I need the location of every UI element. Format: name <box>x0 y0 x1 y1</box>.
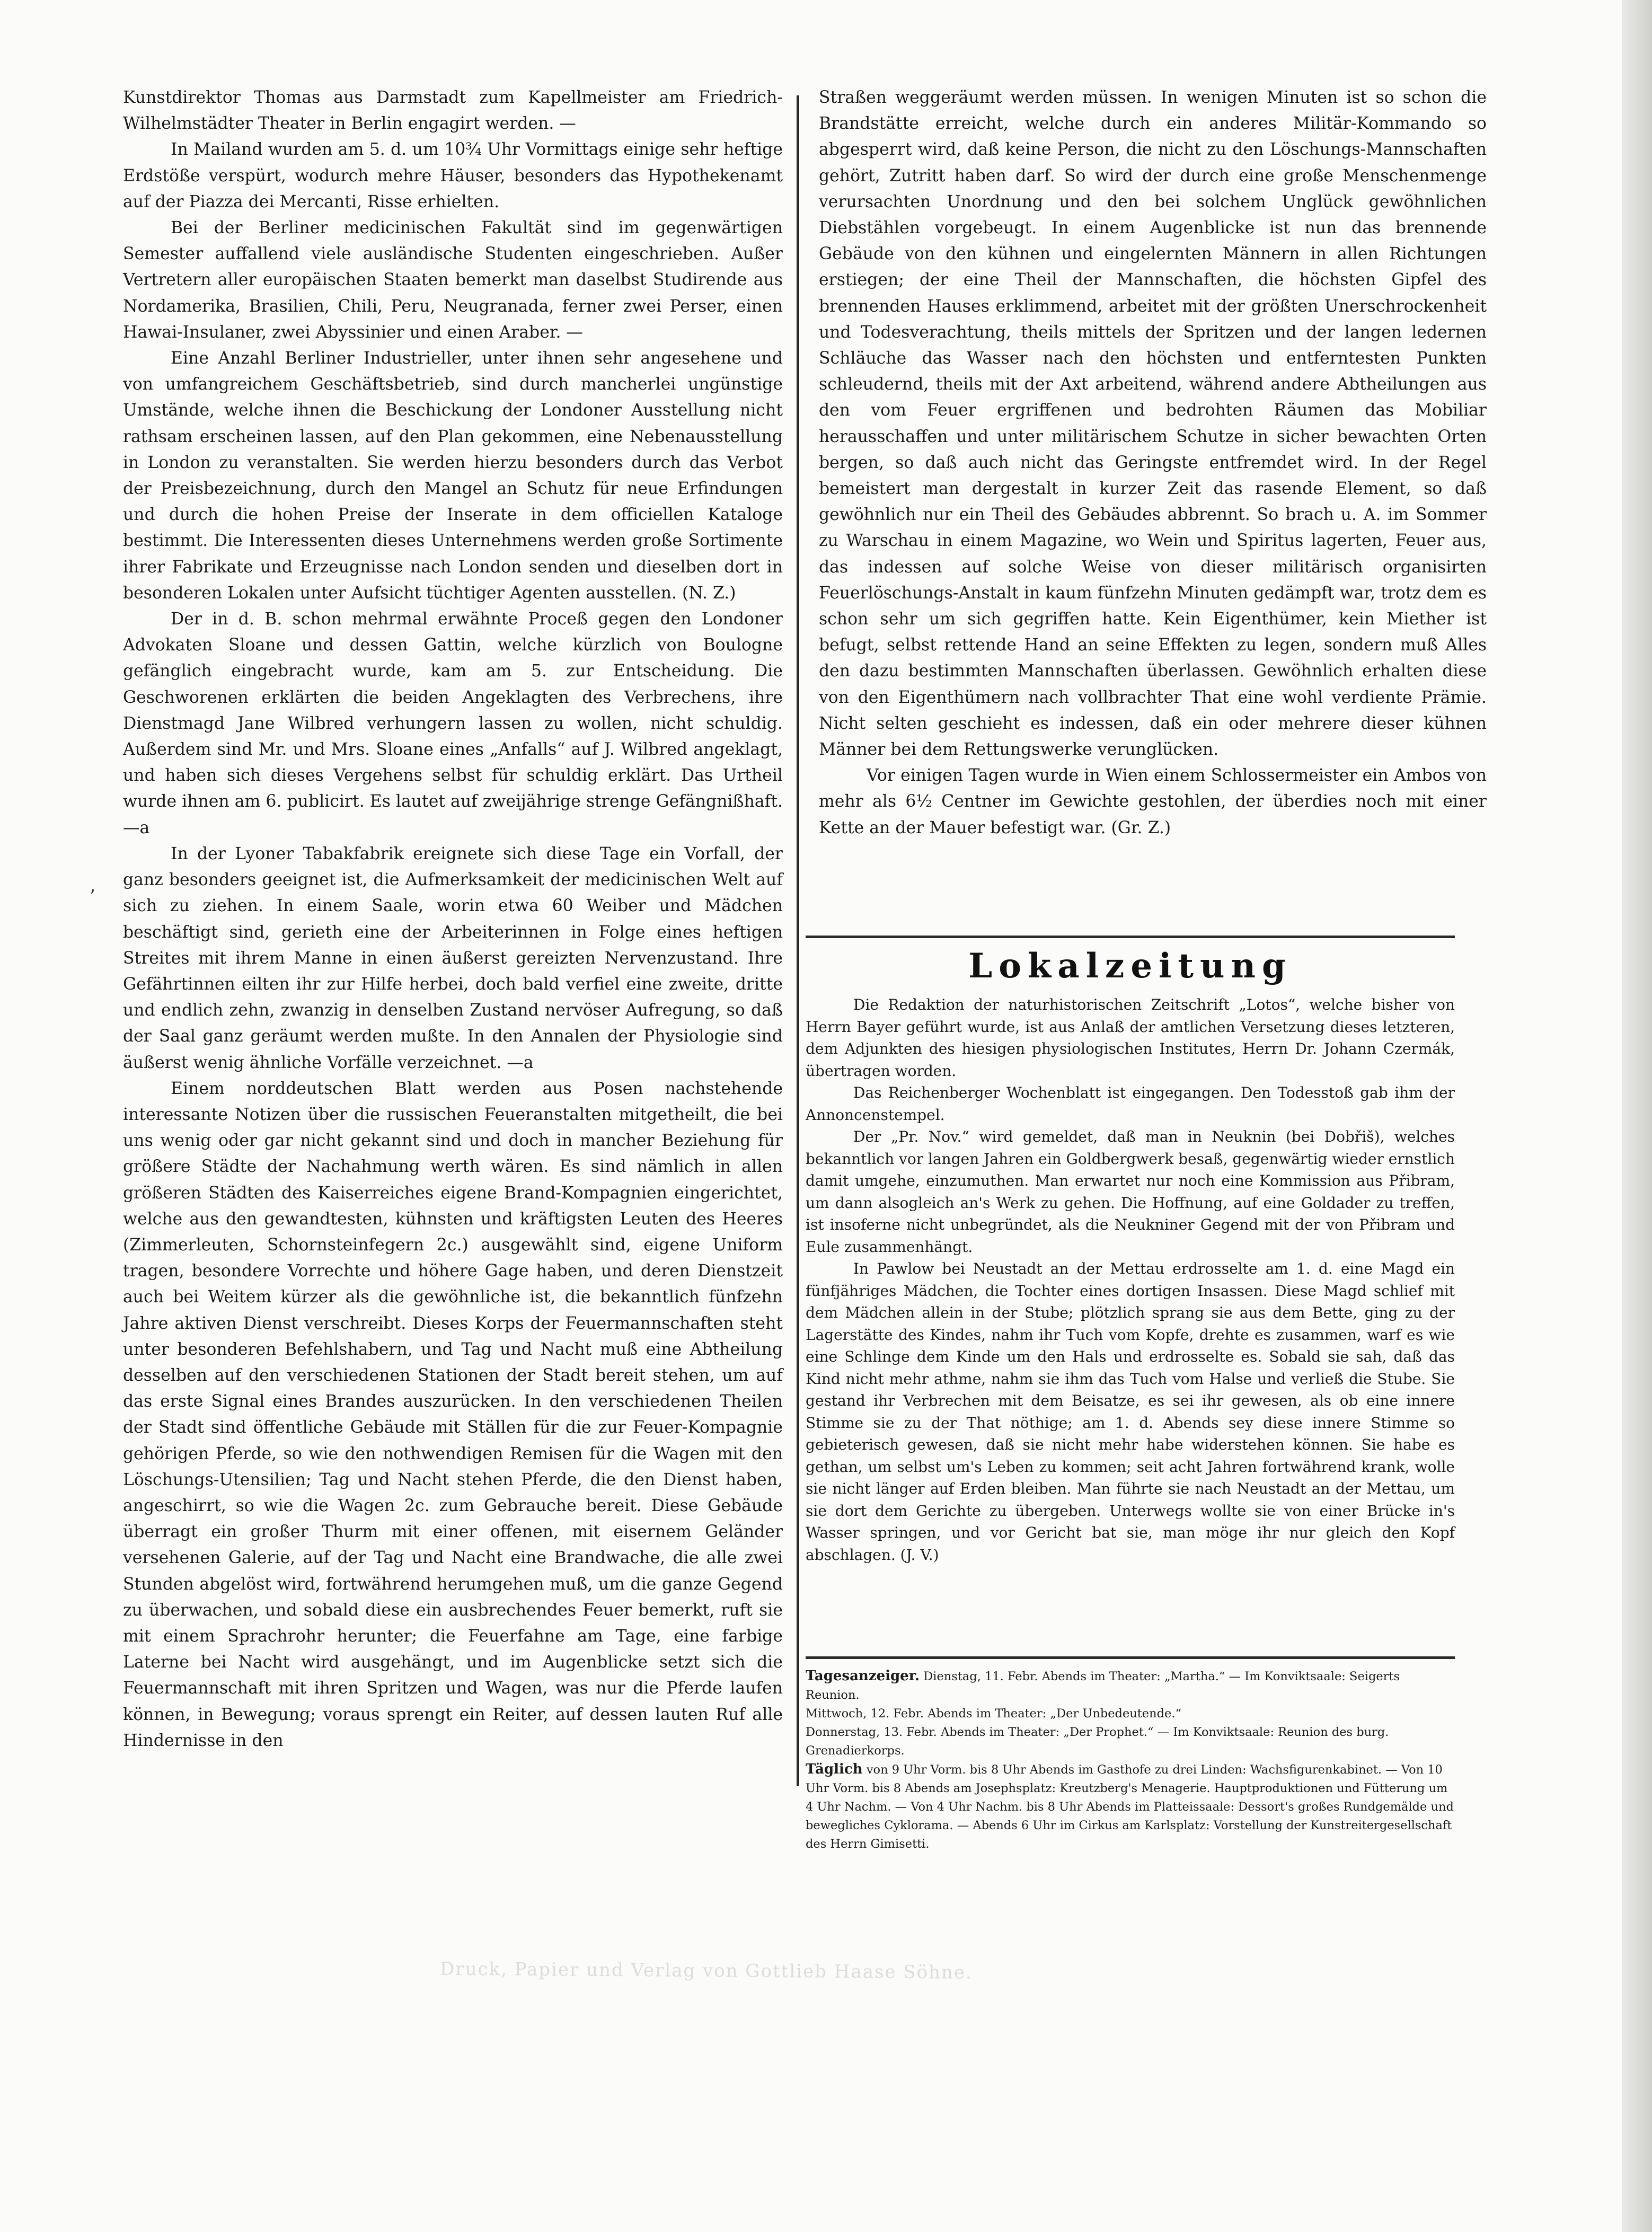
news-item: Straßen weggeräumt werden müssen. In wenigen Minuten ist so schon die Brandstätte erreicht, welche durch ein anderes Militär-Kommando so abgesperrt wird, daß keine Person, die nicht zu den Löschungs-Mannschaften gehört, Zutritt haben darf. So wird der durch eine große Menschenmenge verursachten Unordnung und den bei solchem Unglück gewöhnlichen Diebstählen vorgebeugt. In einem Augenblicke ist nun das brennende Gebäude von den kühnen und eingelernten Männern in allen Richtungen erstiegen; der eine Theil der Mannschaften, die höchsten Gipfel des brennenden Hauses erklimmend, arbeitet mit der größten Unerschrockenheit und Todesverachtung, theils mittels der Spritzen und der langen ledernen Schläuche das Wasser nach den höchsten und entferntesten Punkten schleudernd, theils mit der Axt arbeitend, während andere Abtheilungen aus den vom Feuer ergriffenen und bedrohten Räumen das Mobiliar herausschaffen und unter militärischem Schutze in sicher bewachten Orten bergen, so daß auch nicht das Geringste entfremdet wird. In der Regel bemeistert man dergestalt in kurzer Zeit das rasende Element, so daß gewöhnlich nur ein Theil des Gebäudes abbrennt. So brach u. A. im Sommer zu Warschau in einem Magazine, wo Wein und Spiritus lagerten, Feuer aus, das indessen auf solche Weise von dieser militärisch organisirten Feuerlöschungs-Anstalt in kaum fünfzehn Minuten gedämpft war, trotz dem es schon sehr um sich gegriffen hatte. Kein Eigenthümer, kein Miether ist befugt, selbst rettende Hand an seine Effekten zu legen, sondern muß Alles den dazu bestimmten Mannschaften überlassen. Gewöhnlich erhalten diese von den Eigenthümern nach vollbrachter That eine wohl verdiente Prämie. Nicht selten geschieht es indessen, daß ein oder mehrere dieser kühnen Männer bei dem Rettungswerke verunglücken. <box>819 88 1487 760</box>
local-news-item: In Pawlow bei Neustadt an der Mettau erdrosselte am 1. d. eine Magd ein fünfjähriges Mädchen, die Tochter eines dortigen Insassen. Diese Magd schlief mit dem Mädchen allein in der Stube; plötzlich sprang sie aus dem Bette, ging zu der Lagerstätte des Kindes, nahm ihr Tuch vom Kopfe, drehte es zusammen, warf es wie eine Schlinge dem Kinde um den Hals und erdrosselte es. Sobald sie sah, daß das Kind nicht mehr athme, nahm sie ihm das Tuch vom Halse und verließ die Stube. Sie gestand ihr Verbrechen mit dem Beisatze, es sei ihr gewesen, als ob eine innere Stimme sie zu der That nöthige; am 1. d. Abends sey diese innere Stimme so gebieterisch gewesen, daß sie nicht mehr habe widerstehen können. Sie habe es gethan, um selbst um's Leben zu kommen; seit acht Jahren fortwährend krank, wolle sie nicht länger auf Erden bleiben. Man führte sie nach Neustadt an der Mettau, um sie dort dem Gerichte zu übergeben. Unterwegs wollte sie von einer Brücke in's Wasser springen, und vor Gericht bat sie, man möge ihr nur gleich den Kopf abschlagen. (J. V.) <box>806 1260 1455 1564</box>
margin-mark-icon: ʼ <box>89 886 95 907</box>
news-item: In Mailand wurden am 5. d. um 10¾ Uhr Vormittags einige sehr heftige Erdstöße verspürt, wodurch mehre Häuser, besonders das Hypothekenamt auf der Piazza dei Mercanti, Risse erhielten. <box>123 140 783 211</box>
right-column <box>819 85 1487 841</box>
news-item: Der in d. B. schon mehrmal erwähnte Proceß gegen den Londoner Advokaten Sloane und dessen Gattin, welche kürzlich von Boulogne gefänglich eingebracht wurde, kam am 5. zur Entscheidung. Die Geschworenen erklärten die beiden Angeklagten des Verbrechens, ihre Dienstmagd Jane Wilbred verhungern lassen zu wollen, nicht schuldig. Außerdem sind Mr. und Mrs. Sloane eines „Anfalls“ auf J. Wilbred angeklagt, und haben sich dieses Vergehens selbst für schuldig erklärt. Das Urtheil wurde ihnen am 6. publicirt. Es lautet auf zweijährige strenge Gefängnißhaft. —a <box>123 610 783 837</box>
tages-text: Mittwoch, 12. Febr. Abends im Theater: „Der Unbedeutende.“ <box>806 1707 1181 1721</box>
news-item: Einem norddeutschen Blatt werden aus Posen nachstehende interessante Notizen über die russischen Feueranstalten mitgetheilt, die bei uns wenig oder gar nicht gekannt sind und doch in mancher Beziehung für größere Städte der Nachahmung werth wären. Es sind nämlich in allen größeren Städten des Kaiserreiches eigene Brand-Kompagnien eingerichtet, welche aus den gewandtesten, kühnsten und kräftigsten Leuten des Heeres (Zimmerleuten, Schornsteinfegern 2c.) ausgewählt sind, eigene Uniform tragen, besondere Vorrechte und höhere Gage haben, und deren Dienstzeit auch bei Weitem kürzer als die gewöhnliche ist, die bekanntlich fünfzehn Jahre aktiven Dienst verschreibt. Dieses Korps der Feuermannschaften steht unter besonderen Befehlshabern, und Tag und Nacht muß eine Abtheilung desselben auf den verschiedenen Stationen der Stadt bereit stehen, um auf das erste Signal eines Brandes auszurücken. In den verschiedenen Theilen der Stadt sind öffentliche Gebäude mit Ställen für die zur Feuer-Kompagnie gehörigen Pferde, so wie den nothwendigen Remisen für die Wagen mit den Löschungs-Utensilien; Tag und Nacht stehen Pferde, die den Dienst haben, angeschirrt, so wie die Wagen 2c. zum Gebrauche bereit. Diese Gebäude überragt ein großer Thurm mit einer offenen, mit eisernem Geländer versehenen Galerie, auf der Tag und Nacht eine Brandwache, die alle zwei Stunden abgelöst wird, fortwährend herumgehen muß, um die ganze Gegend zu überwachen, und sobald diese ein ausbrechendes Feuer bemerkt, ruft sie mit einem Sprachrohr herunter; die Feuerfahne am Tage, eine farbige Laterne bei Nacht wird ausgehängt, und im Augenblicke setzt sich die Feuermannschaft mit ihren Spritzen und Wagen, was nur die Pferde laufen können, in Bewegung; voraus sprengt ein Reiter, auf dessen lauten Ruf alle Hindernisse in den <box>123 1079 783 1750</box>
page-edge-shadow <box>1622 0 1652 2232</box>
news-item: Kunstdirektor Thomas aus Darmstadt zum Kapellmeister am Friedrich-Wilhelmstädter Theater in Berlin engagirt werden. — <box>123 88 783 134</box>
local-news-item: Die Redaktion der naturhistorischen Zeitschrift „Lotos“, welche bisher von Herrn Bayer geführt wurde, ist aus Anlaß der amtlichen Versetzung dieses letzteren, dem Adjunkten des hiesigen physiologischen Institutes, Herrn Dr. Johann Czermák, übertragen worden. <box>806 996 1455 1080</box>
bleed-through-text: Druck, Papier und Verlag von Gottlieb Haase Söhne. <box>439 1958 973 1983</box>
left-column <box>123 85 783 1754</box>
tages-entry <box>806 1667 1455 1705</box>
tages-text: Donnerstag, 13. Febr. Abends im Theater: „Der Prophet.“ — Im Konviktsaale: Reunion des burg. Grenadierkorps. <box>806 1725 1389 1758</box>
local-news-item: Das Reichenberger Wochenblatt ist eingegangen. Den Todesstoß gab ihm der Annoncenstempel. <box>806 1084 1455 1124</box>
tages-entry <box>806 1760 1455 1854</box>
news-item: In der Lyoner Tabakfabrik ereignete sich diese Tage ein Vorfall, der ganz besonders geeignet ist, die Aufmerksamkeit der medicinischen Welt auf sich zu ziehen. In einem Saale, worin etwa 60 Weiber und Mädchen beschäftigt sind, gerieth eine der Arbeiterinnen in Folge eines heftigen Streites mit ihrem Manne in einen äußerst gereizten Nervenzustand. Ihre Gefährtinnen eilten ihr zur Hilfe herbei, doch bald verfiel eine zweite, dritte und endlich zehn, zwanzig in denselben Zustand nervöser Aufregung, so daß der Saal ganz geräumt werden mußte. In den Annalen der Physiologie sind äußerst wenig ähnliche Vorfälle verzeichnet. —a <box>123 844 783 1072</box>
tages-lead: Tagesanzeiger. <box>806 1668 920 1684</box>
lokalzeitung-section <box>806 994 1455 1566</box>
tages-text: von 9 Uhr Vorm. bis 8 Uhr Abends im Gasthofe zu drei Linden: Wachsfigurenkabinet. — Von 10 Uhr Vorm. bis 8 Abends am Josephsplatz: Kreutzberg's Menagerie. Hauptproduktionen und Fütterung um 4 Uhr Nachm. — Von 4 Uhr Nachm. bis 8 Uhr Abends im Platteissaale: Dessort's großes Rundgemälde und bewegliches Cyklorama. — Abends 6 Uhr im Cirkus am Karlsplatz: Vorstellung der Kunstreitergesellschaft des Herrn Gimisetti. <box>806 1763 1454 1851</box>
section-rule-bottom <box>806 1656 1455 1659</box>
tagesanzeiger-section <box>806 1667 1455 1854</box>
tages-text: Dienstag, 11. Febr. Abends im Theater: „Martha.“ — Im Konviktsaale: Seigerts Reunion. <box>806 1670 1400 1702</box>
tages-entry <box>806 1705 1455 1723</box>
news-item: Bei der Berliner medicinischen Fakultät sind im gegenwärtigen Semester auffallend viele ausländische Studenten eingeschrieben. Außer Vertretern aller europäischen Staaten bemerkt man daselbst Studirende aus Nordamerika, Brasilien, Chili, Peru, Neugranada, ferner zwei Perser, einen Hawai-Insulaner, zwei Abyssinier und einen Araber. — <box>123 218 783 342</box>
news-item: Vor einigen Tagen wurde in Wien einem Schlossermeister ein Ambos von mehr als 6½ Centner im Gewichte gestohlen, der überdies noch mit einer Kette an der Mauer befestigt war. (Gr. Z.) <box>819 766 1487 837</box>
section-rule-top <box>806 936 1455 938</box>
tages-entry <box>806 1723 1455 1760</box>
news-item: Eine Anzahl Berliner Industrieller, unter ihnen sehr angesehene und von umfangreichem Geschäftsbetrieb, sind durch mancherlei ungünstige Umstände, welche ihnen die Beschickung der Londoner Ausstellung nicht rathsam erscheinen lassen, auf den Plan gekommen, eine Nebenausstellung in London zu veranstalten. Sie werden hierzu besonders durch das Verbot der Preisbezeichnung, durch den Mangel an Schutz für neue Erfindungen und durch die hohen Preise der Inserate in dem officiellen Kataloge bestimmt. Die Interessenten dieses Unternehmens werden große Sortimente ihrer Fabrikate und Erzeugnisse nach London senden und dieselben dort in besonderen Lokalen unter Aufsicht tüchtiger Agenten ausstellen. (N. Z.) <box>123 349 783 603</box>
column-divider <box>797 95 799 1786</box>
local-news-item: Der „Pr. Nov.“ wird gemeldet, daß man in Neuknin (bei Dobřiš), welches bekanntlich vor langen Jahren ein Goldbergwerk besaß, gegenwärtig wieder ernstlich damit umgehe, einzumuthen. Man erwartet nur noch eine Kommission aus Přibram, um dann alsogleich an's Werk zu gehen. Die Hoffnung, auf eine Goldader zu treffen, ist insoferne nicht unbegründet, als die Neukniner Gegend mit der von Přibram und Eule zusammenhängt. <box>806 1128 1455 1256</box>
section-title: Lokalzeitung <box>968 946 1292 986</box>
tages-lead: Täglich <box>806 1761 863 1777</box>
